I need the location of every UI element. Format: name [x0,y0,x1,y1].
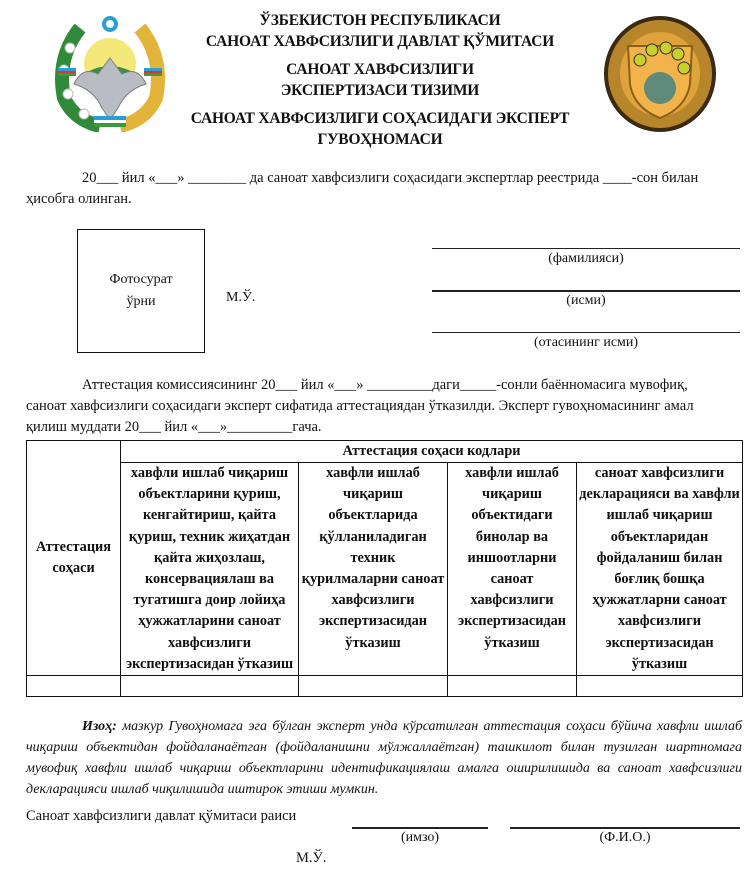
table-columns-row [27,463,743,676]
table-row [27,676,743,697]
registry-line2: ҳисобга олинган. [26,191,132,207]
registry-paragraph [26,168,742,210]
photo-label-line2: ўрни [126,294,156,309]
attestation-area-header: Аттестация соҳаси [27,441,121,676]
column-header-design-docs: хавфли ишлаб чиқариш объектларини қуриш, кенгайтириш, қайта қуриш, техник жиҳатдан қайта жиҳозлаш, консервациялаш ва тугатишга доир лойиҳа ҳужжатларини саноат хавфсизлиги экспертизасидан ўтказиш [121,463,299,676]
name-caption: (исми) [566,293,606,308]
signature-caption: (имзо) [400,830,440,845]
signature-stamp-label: М.Ў. [296,850,327,866]
name-field[interactable] [432,290,740,292]
table-cell[interactable] [299,676,448,697]
industrial-safety-committee-seal-icon [600,12,720,136]
header-country: ЎЗБЕКИСТОН РЕСПУБЛИКАСИ [259,12,501,29]
column-header-declaration: саноат хавфсизлиги декларацияси ва хавфли ишлаб чиқариш объектларидан фойдаланиш билан боғлиқ бошқа ҳужжатларни саноат хавфсизлиги экспертизасидан ўтказиш [577,463,743,676]
full-name-field[interactable] [510,827,740,829]
note-label: Изоҳ: [82,719,117,734]
header-system-line1: САНОАТ ХАВФСИЗЛИГИ [286,61,474,78]
signature-field[interactable] [352,827,488,829]
table-cell[interactable] [577,676,743,697]
patronymic-caption: (отасининг исми) [533,335,639,350]
column-header-technical-devices: хавфли ишлаб чиқариш объектларида қўлланиладиган техник қурилмаларни саноат хавфсизлиги экспертизасидан ўтказиш [299,463,448,676]
table-cell[interactable] [448,676,577,697]
patronymic-field[interactable] [432,332,740,333]
attestation-line1: Аттестация комиссиясининг 20___ йил «___» _________даги_____-сонли баённомасига мувофиқ, [82,377,688,393]
chairman-title: Саноат хавфсизлиги давлат қўмитаси раиси [26,808,297,824]
note-paragraph [26,716,742,800]
full-name-caption: (Ф.И.О.) [599,830,651,845]
attestation-codes-table [26,440,743,697]
surname-field[interactable] [432,248,740,249]
header-system-line2: ЭКСПЕРТИЗАСИ ТИЗИМИ [280,82,480,99]
table-cell[interactable] [27,676,121,697]
photo-placeholder [77,229,205,353]
attestation-line3: қилиш муддати 20___ йил «___»_________гача. [26,419,322,435]
stamp-place-label: М.Ў. [226,290,256,305]
surname-caption: (фамилияси) [548,251,624,266]
note-text: мазкур Гувоҳномага эга бўлган эксперт унда кўрсатилган аттестация соҳаси бўйича хавфли ишлаб чиқариш объектидан фойдаланаётган (фойдаланишни мўлжаллаётган) ташкилот билан тузилган шартномага мувофиқ хавфли ишлаб чиқариш объектларини идентификациялаш амалга оширилишида ва саноат хавфсизлиги декларацияси ишлаб чиқилишида иштирок этиши мумкин. [26,719,742,797]
uzbekistan-state-emblem-icon [50,8,170,132]
attestation-paragraph [26,375,742,438]
registry-line1: 20___ йил «___» ________ да саноат хавфсизлиги соҳасидаги экспертлар реестрида ____-сон билан [82,170,699,186]
table-cell[interactable] [121,676,299,697]
photo-label-line1: Фотосурат [109,272,173,287]
document-title-line1: САНОАТ ХАВФСИЗЛИГИ СОҲАСИДАГИ ЭКСПЕРТ [190,110,570,127]
attestation-codes-header: Аттестация соҳаси кодлари [121,441,743,463]
column-header-buildings: хавфли ишлаб чиқариш объектидаги бинолар ва иншоотларни саноат хавфсизлиги экспертизасидан ўтказиш [448,463,577,676]
attestation-line2: саноат хавфсизлиги соҳасидаги эксперт сифатида аттестациядан ўтказилди. Эксперт гувоҳномасининг амал [26,398,694,414]
header-committee: САНОАТ ХАВФСИЗЛИГИ ДАВЛАТ ҚЎМИТАСИ [205,33,555,50]
table-header-row [27,441,743,463]
document-title-line2: ГУВОҲНОМАСИ [317,131,443,148]
